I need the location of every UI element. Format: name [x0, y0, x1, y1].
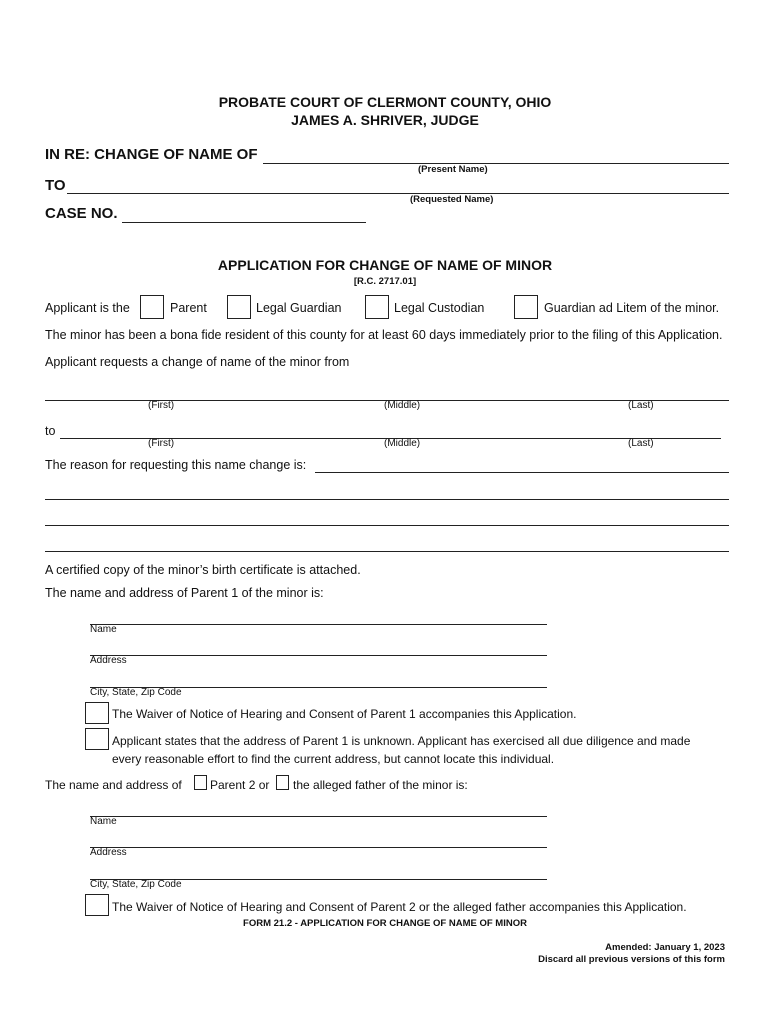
residency-statement: The minor has been a bona fide resident of this county for at least 60 days immediately prior to the filing of this Application. — [45, 328, 723, 342]
reason-input-4[interactable] — [45, 535, 729, 552]
present-name-input[interactable] — [263, 147, 729, 164]
parent1-city-input[interactable] — [90, 671, 547, 688]
to-label: TO — [45, 177, 66, 194]
parent1-unknown-text-1: Applicant states that the address of Parent 1 is unknown. Applicant has exercised all due diligence and made — [112, 734, 691, 748]
court-name: PROBATE COURT OF CLERMONT COUNTY, OHIO — [218, 94, 552, 110]
parent2-intro-prefix: The name and address of — [45, 778, 182, 792]
option-legal-custodian: Legal Custodian — [394, 301, 485, 315]
parent1-unknown-text-2: every reasonable effort to find the current address, but cannot locate this individual. — [112, 752, 555, 766]
guardian-ad-litem-checkbox[interactable] — [514, 295, 538, 319]
first-caption: (First) — [148, 400, 175, 411]
parent1-address-input[interactable] — [90, 639, 547, 656]
statute-ref: [R.C. 2717.01] — [353, 276, 417, 287]
parent2-name-label: Name — [90, 816, 117, 827]
new-name-input[interactable] — [60, 422, 721, 439]
option-guardian-ad-litem: Guardian ad Litem of the minor. — [544, 301, 720, 315]
reason-input-1[interactable] — [315, 456, 729, 473]
in-re-label: IN RE: CHANGE OF NAME OF — [45, 146, 258, 163]
parent1-intro: The name and address of Parent 1 of the minor is: — [45, 586, 324, 600]
parent1-unknown-checkbox[interactable] — [85, 728, 109, 750]
option-legal-guardian: Legal Guardian — [256, 301, 342, 315]
reason-label: The reason for requesting this name change is: — [45, 458, 307, 472]
applicant-prefix: Applicant is the — [45, 301, 130, 315]
requested-name-caption: (Requested Name) — [410, 194, 494, 205]
reason-input-3[interactable] — [45, 509, 729, 526]
birth-cert-statement: A certified copy of the minor’s birth certificate is attached. — [45, 563, 361, 577]
present-name-caption: (Present Name) — [418, 164, 488, 175]
to-word: to — [45, 424, 56, 438]
parent2-name-input[interactable] — [90, 800, 547, 817]
option-parent: Parent — [170, 301, 207, 315]
parent1-city-label: City, State, Zip Code — [90, 687, 182, 698]
middle-caption-2: (Middle) — [384, 438, 421, 449]
parent2-waiver-checkbox[interactable] — [85, 894, 109, 916]
parent2-city-label: City, State, Zip Code — [90, 879, 182, 890]
first-caption-2: (First) — [148, 438, 175, 449]
parent2-address-label: Address — [90, 847, 127, 858]
parent2-city-input[interactable] — [90, 863, 547, 880]
legal-custodian-checkbox[interactable] — [365, 295, 389, 319]
parent1-waiver-checkbox[interactable] — [85, 702, 109, 724]
parent-checkbox[interactable] — [140, 295, 164, 319]
parent1-name-input[interactable] — [90, 608, 547, 625]
discard-notice: Discard all previous versions of this form — [538, 954, 725, 965]
judge-name: JAMES A. SHRIVER, JUDGE — [291, 112, 479, 128]
parent1-address-label: Address — [90, 655, 127, 666]
parent2-waiver-text: The Waiver of Notice of Hearing and Consent of Parent 2 or the alleged father accompanies this Application. — [112, 900, 687, 914]
alleged-father-checkbox[interactable] — [276, 775, 289, 790]
parent1-waiver-text: The Waiver of Notice of Hearing and Consent of Parent 1 accompanies this Application. — [112, 707, 577, 721]
parent2-address-input[interactable] — [90, 831, 547, 848]
parent2-checkbox[interactable] — [194, 775, 207, 790]
legal-guardian-checkbox[interactable] — [227, 295, 251, 319]
parent2-label: Parent 2 or — [210, 778, 270, 792]
form-title: APPLICATION FOR CHANGE OF NAME OF MINOR — [217, 257, 553, 273]
last-caption: (Last) — [628, 400, 654, 411]
case-no-input[interactable] — [122, 206, 366, 223]
current-name-input[interactable] — [45, 384, 729, 401]
last-caption-2: (Last) — [628, 438, 654, 449]
middle-caption: (Middle) — [384, 400, 421, 411]
alleged-father-label: the alleged father of the minor is: — [293, 778, 468, 792]
reason-input-2[interactable] — [45, 483, 729, 500]
form-footer-name: FORM 21.2 - APPLICATION FOR CHANGE OF NAME OF MINOR — [243, 918, 527, 929]
requested-name-input[interactable] — [67, 177, 729, 194]
parent1-name-label: Name — [90, 624, 117, 635]
amended-date: Amended: January 1, 2023 — [605, 942, 725, 953]
case-no-label: CASE NO. — [45, 205, 118, 222]
request-from-statement: Applicant requests a change of name of the minor from — [45, 355, 350, 369]
